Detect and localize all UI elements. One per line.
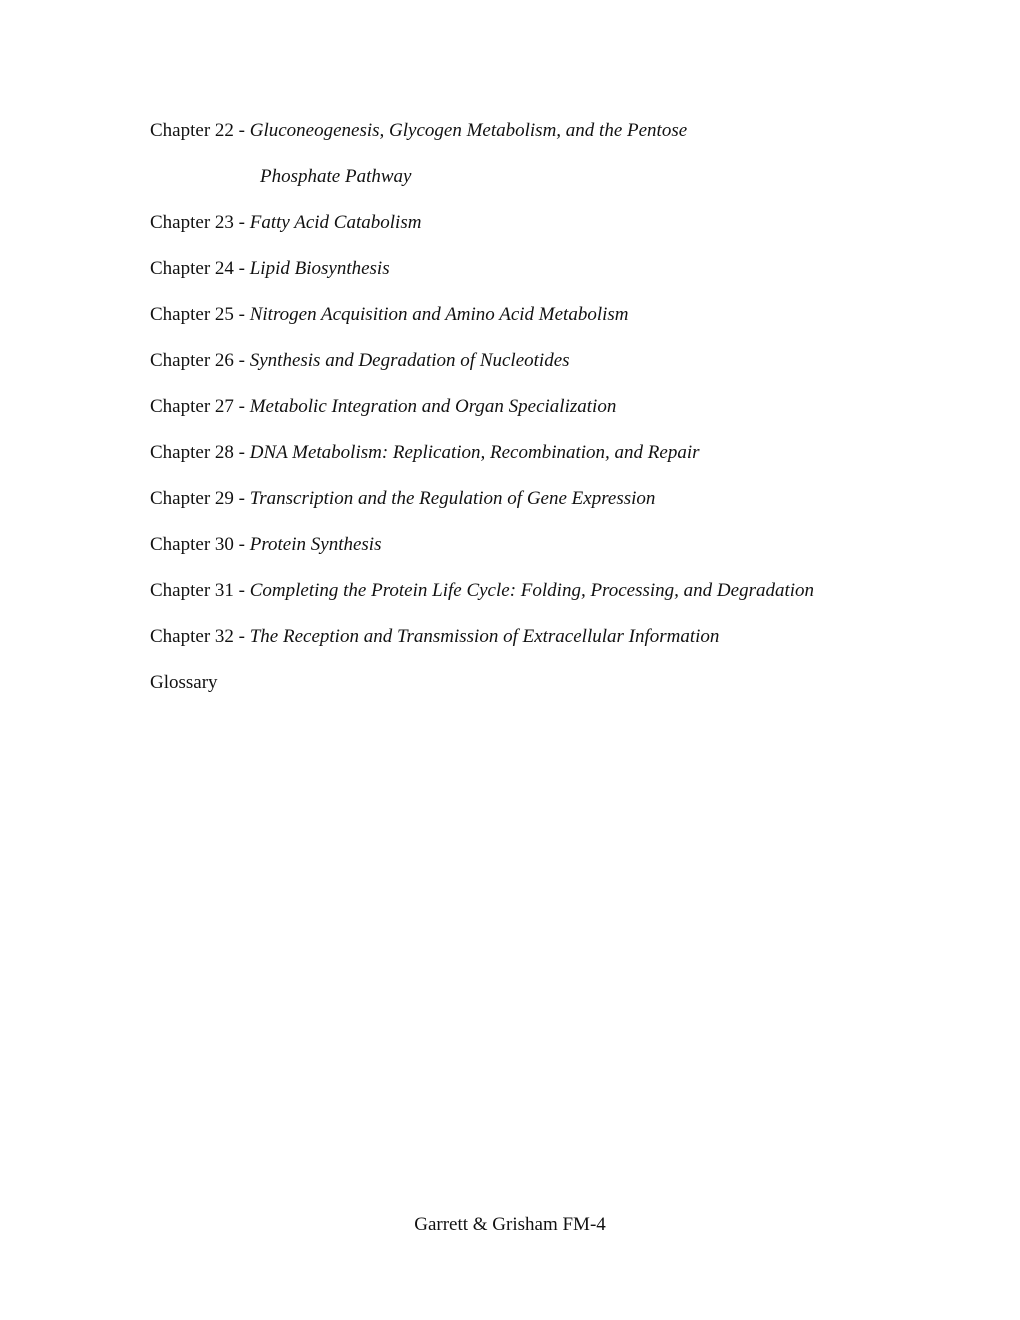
toc-entry-title: Nitrogen Acquisition and Amino Acid Metabolism bbox=[249, 304, 629, 325]
toc-entry-chapter-24 bbox=[150, 256, 970, 282]
page-footer: Garrett & Grisham FM-4 bbox=[414, 1214, 606, 1235]
toc-entry-title-continuation: Phosphate Pathway bbox=[260, 166, 412, 187]
toc-entry-title: DNA Metabolism: Replication, Recombination, and Repair bbox=[249, 442, 700, 463]
toc-entry-glossary bbox=[150, 670, 970, 696]
toc-entry-prefix: Chapter 28 - bbox=[150, 442, 250, 463]
toc-entry-prefix: Glossary bbox=[150, 672, 218, 693]
toc-entry-title: Lipid Biosynthesis bbox=[249, 258, 390, 279]
toc-entry-chapter-27 bbox=[150, 394, 970, 420]
toc-entry-title: Synthesis and Degradation of Nucleotides bbox=[249, 350, 570, 371]
toc-entry-prefix: Chapter 24 - bbox=[150, 258, 250, 279]
toc-entry-prefix: Chapter 27 - bbox=[150, 396, 250, 417]
toc-entry-chapter-29 bbox=[150, 486, 970, 512]
toc-entry-chapter-28 bbox=[150, 440, 970, 466]
table-of-contents bbox=[150, 118, 970, 716]
toc-entry-title: Transcription and the Regulation of Gene Expression bbox=[249, 488, 656, 509]
toc-entry-title: Fatty Acid Catabolism bbox=[249, 212, 422, 233]
toc-entry-prefix: Chapter 22 - bbox=[150, 120, 250, 141]
toc-entry-chapter-25 bbox=[150, 302, 970, 328]
toc-entry-title: Gluconeogenesis, Glycogen Metabolism, and the Pentose bbox=[249, 120, 688, 141]
toc-entry-chapter-23 bbox=[150, 210, 970, 236]
toc-entry-prefix: Chapter 23 - bbox=[150, 212, 250, 233]
toc-entry-prefix: Chapter 29 - bbox=[150, 488, 250, 509]
toc-entry-prefix: Chapter 32 - bbox=[150, 626, 250, 647]
toc-entry-chapter-32 bbox=[150, 624, 970, 650]
toc-entry-chapter-31 bbox=[150, 578, 970, 604]
toc-entry-prefix: Chapter 25 - bbox=[150, 304, 250, 325]
toc-entry-chapter-26 bbox=[150, 348, 970, 374]
toc-entry-title: The Reception and Transmission of Extracellular Information bbox=[249, 626, 720, 647]
toc-entry-chapter-30 bbox=[150, 532, 970, 558]
toc-entry-prefix: Chapter 30 - bbox=[150, 534, 250, 555]
toc-entry-prefix: Chapter 31 - bbox=[150, 580, 250, 601]
toc-entry-title: Completing the Protein Life Cycle: Folding, Processing, and Degradation bbox=[249, 580, 815, 601]
toc-entry-prefix: Chapter 26 - bbox=[150, 350, 250, 371]
toc-entry-chapter-22 bbox=[150, 118, 970, 144]
toc-entry-chapter-22-continuation bbox=[150, 164, 970, 190]
toc-entry-title: Metabolic Integration and Organ Specialization bbox=[249, 396, 617, 417]
toc-entry-title: Protein Synthesis bbox=[249, 534, 382, 555]
